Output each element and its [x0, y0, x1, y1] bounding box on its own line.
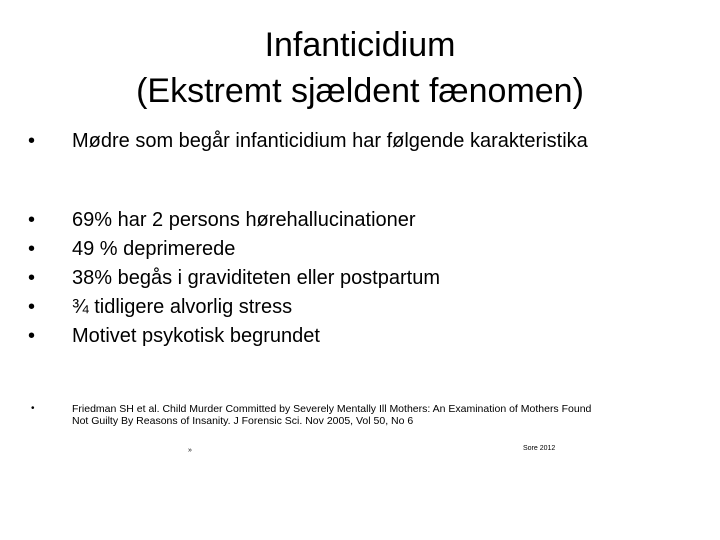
slide-title — [40, 22, 680, 114]
reference-text — [72, 403, 692, 427]
bullet-icon: • — [28, 209, 36, 231]
bullet-icon: • — [28, 267, 36, 289]
bullet-icon: • — [28, 130, 36, 152]
bullet-icon: • — [28, 325, 36, 347]
reference-line-1: Friedman SH et al. Child Murder Committed by Severely Mentally Ill Mothers: An Examination of Mothers Found — [72, 403, 592, 415]
intro-text: Mødre som begår infanticidium har følgende karakteristika — [72, 130, 588, 152]
list-item-text: Motivet psykotisk begrundet — [72, 325, 320, 347]
footer-left-mark: » — [188, 447, 192, 454]
title-line-2: (Ekstremt sjældent fænomen) — [136, 72, 584, 110]
bullet-icon: • — [28, 296, 36, 318]
list-item-text: ¾ tidligere alvorlig stress — [72, 296, 293, 318]
title-line-1: Infanticidium — [264, 26, 456, 64]
footer-credit: Sore 2012 — [523, 445, 556, 452]
bullet-icon: • — [31, 403, 35, 414]
bullet-icon: • — [28, 238, 36, 260]
reference-line-2: Not Guilty By Reasons of Insanity. J Forensic Sci. Nov 2005, Vol 50, No 6 — [72, 415, 414, 427]
list-item-text: 49 % deprimerede — [72, 238, 236, 260]
list-item-text: 38% begås i graviditeten eller postpartum — [72, 267, 440, 289]
list-item-text: 69% har 2 persons hørehallucinationer — [72, 209, 416, 231]
